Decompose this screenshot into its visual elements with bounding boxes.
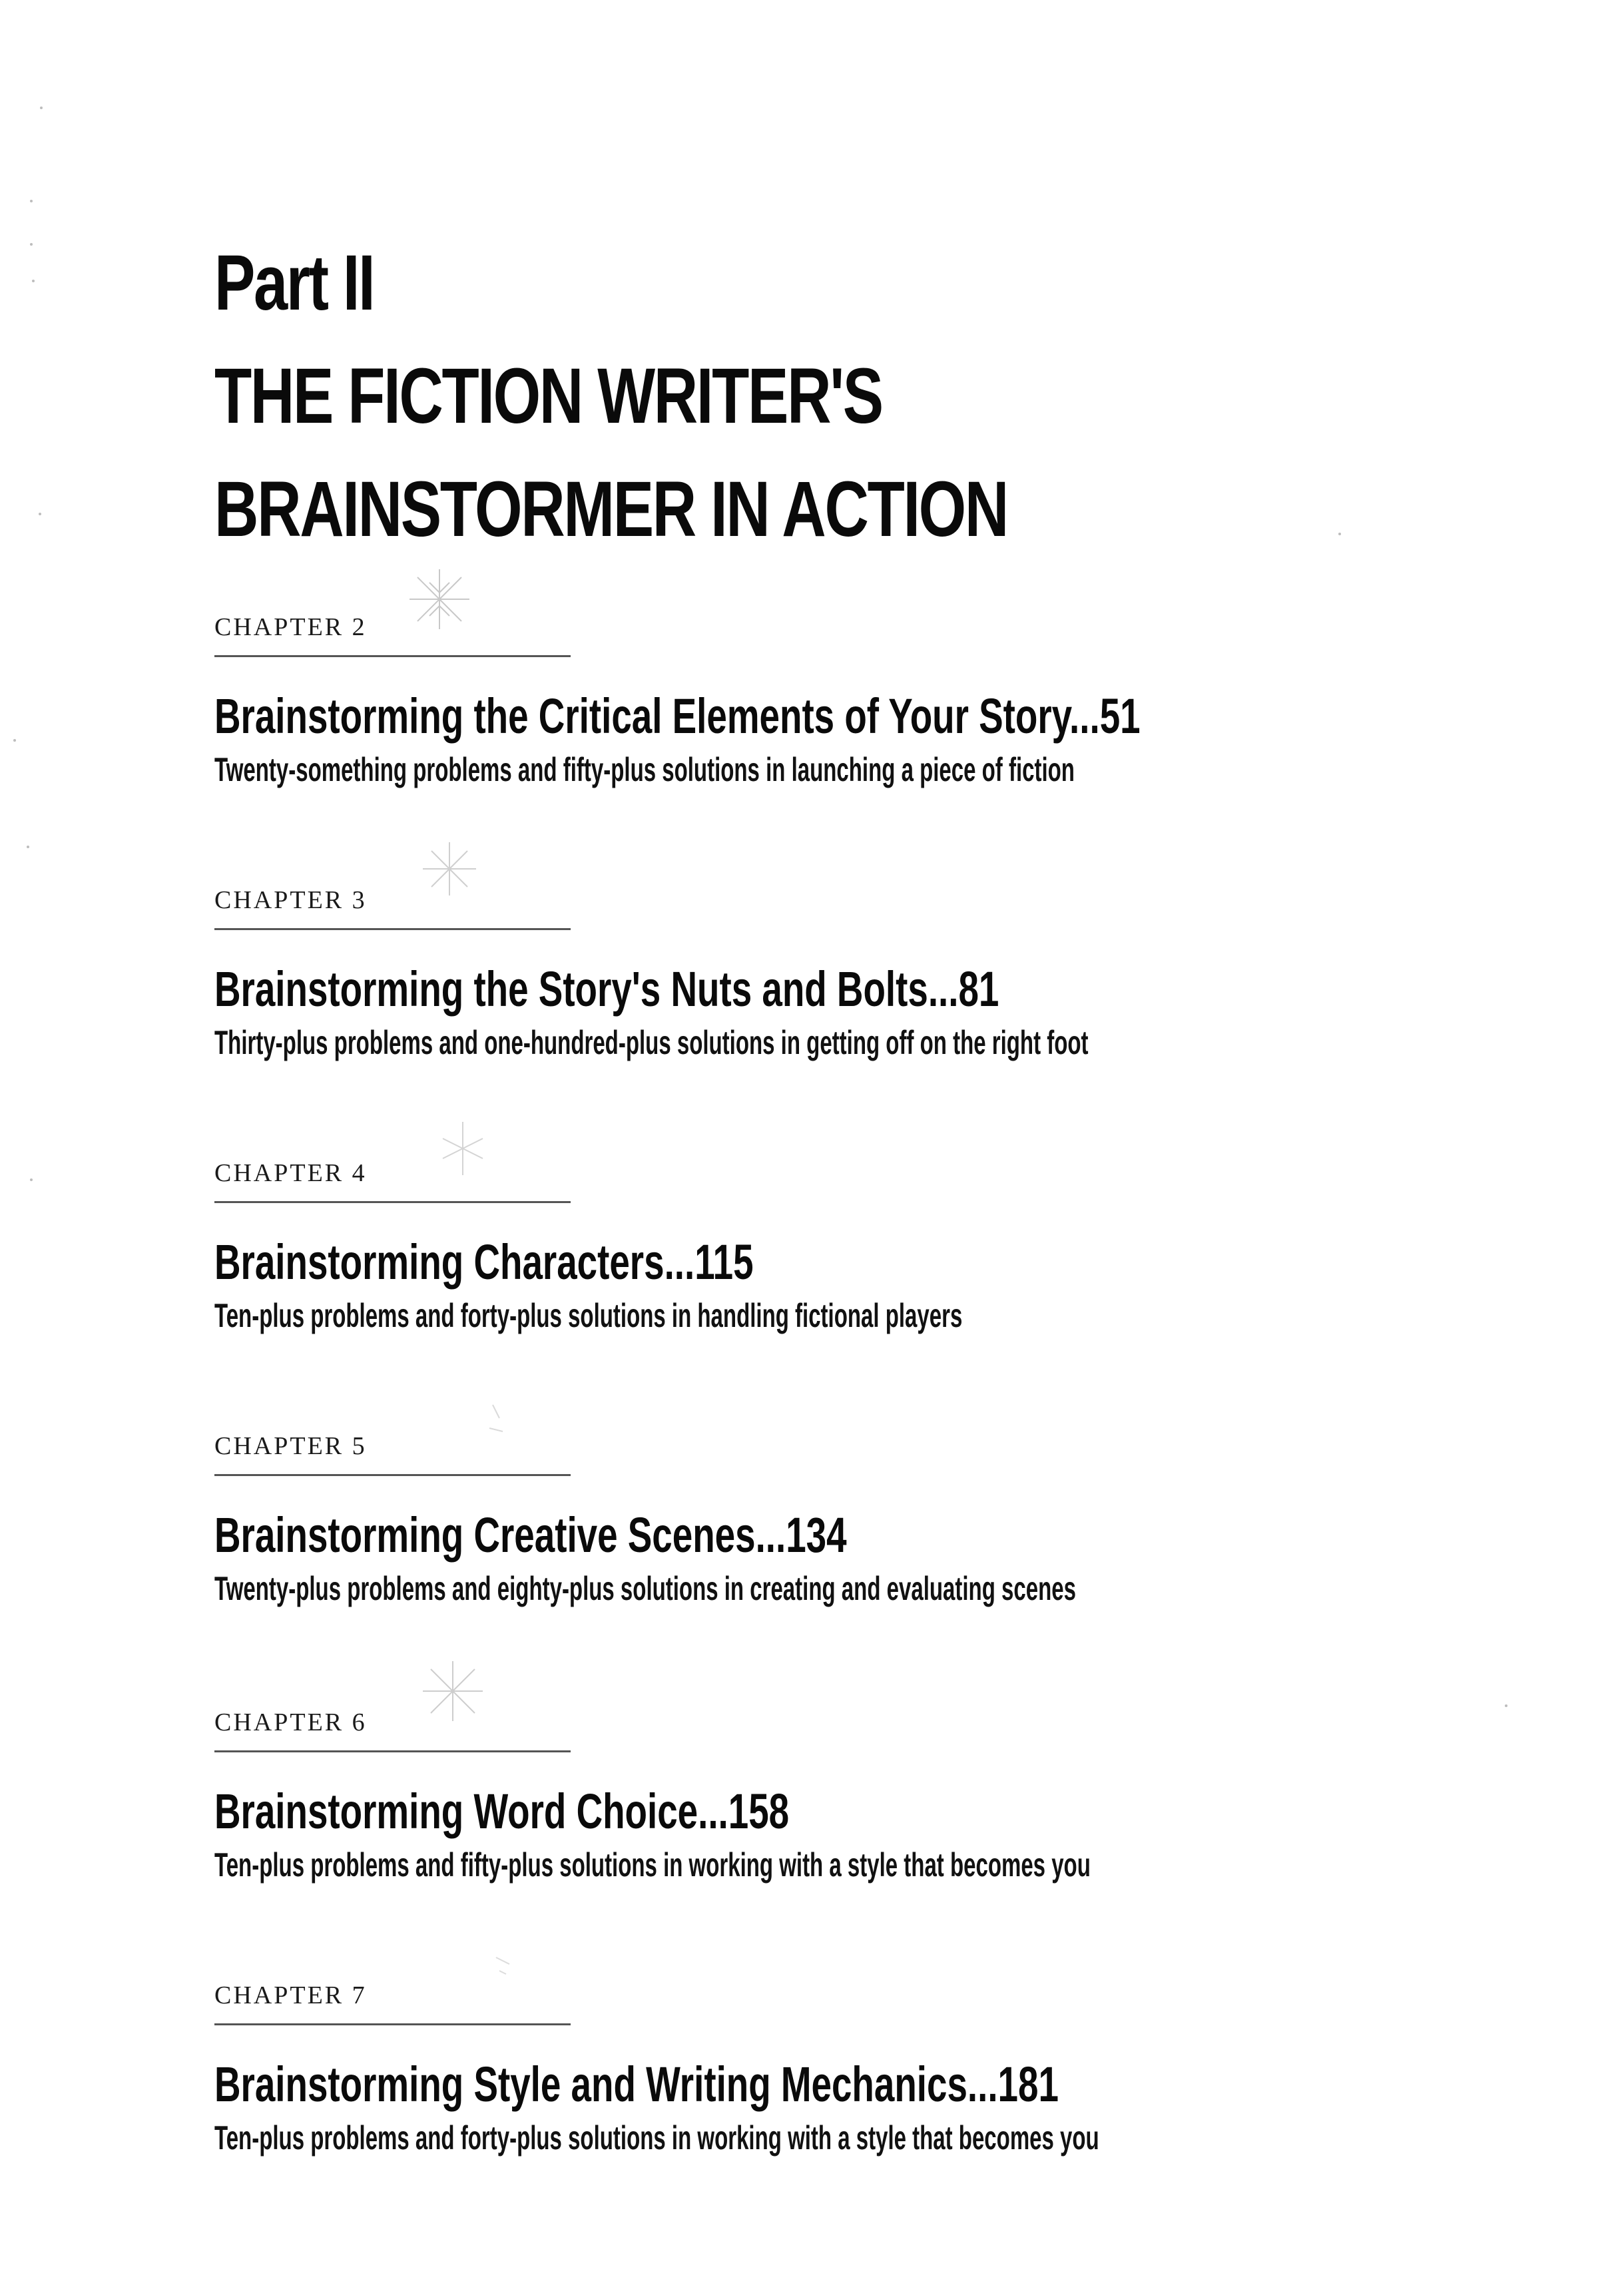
chapter-label: CHAPTER 2 xyxy=(214,613,367,641)
chapter-label: CHAPTER 3 xyxy=(214,886,367,914)
chapter-entry xyxy=(214,1431,1546,1609)
chapter-description: Ten-plus problems and forty-plus solutions in working with a style that becomes you xyxy=(214,2119,1099,2157)
scan-speck xyxy=(13,739,16,742)
chapter-label: CHAPTER 4 xyxy=(214,1159,367,1187)
scan-speck xyxy=(1505,1704,1507,1707)
part-header xyxy=(214,226,1480,566)
scan-speck xyxy=(39,513,41,515)
chapter-title: Brainstorming the Critical Elements of Your Story...51 xyxy=(214,688,1141,744)
chapter-rule xyxy=(214,1201,571,1203)
scan-speck xyxy=(30,200,33,202)
scan-speck xyxy=(30,1178,33,1181)
chapter-description: Ten-plus problems and forty-plus solutions in handling fictional players xyxy=(214,1297,963,1334)
chapter-title: Brainstorming Style and Writing Mechanics...181 xyxy=(214,2057,1059,2112)
chapter-description: Thirty-plus problems and one-hundred-plus solutions in getting off on the right foot xyxy=(214,1024,1089,1061)
chapter-entry xyxy=(214,613,1546,790)
chapter-description: Twenty-plus problems and eighty-plus solutions in creating and evaluating scenes xyxy=(214,1570,1076,1607)
scan-speck xyxy=(27,846,29,848)
chapter-rule xyxy=(214,1750,571,1752)
chapter-label: CHAPTER 5 xyxy=(214,1432,367,1460)
chapter-rule xyxy=(214,655,571,657)
chapter-title: Brainstorming the Story's Nuts and Bolts...81 xyxy=(214,961,999,1017)
part-title-line-2: BRAINSTORMER IN ACTION xyxy=(214,465,1008,553)
chapter-rule xyxy=(214,928,571,930)
chapter-entry xyxy=(214,886,1546,1063)
chapter-label: CHAPTER 7 xyxy=(214,1981,367,2009)
chapter-entry xyxy=(214,1981,1546,2159)
chapter-title: Brainstorming Characters...115 xyxy=(214,1234,754,1290)
chapter-description: Twenty-something problems and fifty-plus solutions in launching a piece of fiction xyxy=(214,751,1075,788)
chapter-entry xyxy=(214,1158,1546,1336)
chapter-rule xyxy=(214,1474,571,1476)
chapter-rule xyxy=(214,2023,571,2025)
chapter-description: Ten-plus problems and fifty-plus solutions in working with a style that becomes you xyxy=(214,1846,1091,1884)
chapter-entry xyxy=(214,1708,1546,1886)
chapter-title: Brainstorming Creative Scenes...134 xyxy=(214,1507,847,1563)
scan-speck xyxy=(40,107,43,109)
part-title-line-1: THE FICTION WRITER'S xyxy=(214,352,882,440)
scan-speck xyxy=(32,280,35,282)
scan-speck xyxy=(1338,533,1341,535)
chapter-title: Brainstorming Word Choice...158 xyxy=(214,1784,790,1839)
chapter-label: CHAPTER 6 xyxy=(214,1708,367,1736)
part-number: Part II xyxy=(214,239,374,327)
scan-speck xyxy=(30,243,33,246)
